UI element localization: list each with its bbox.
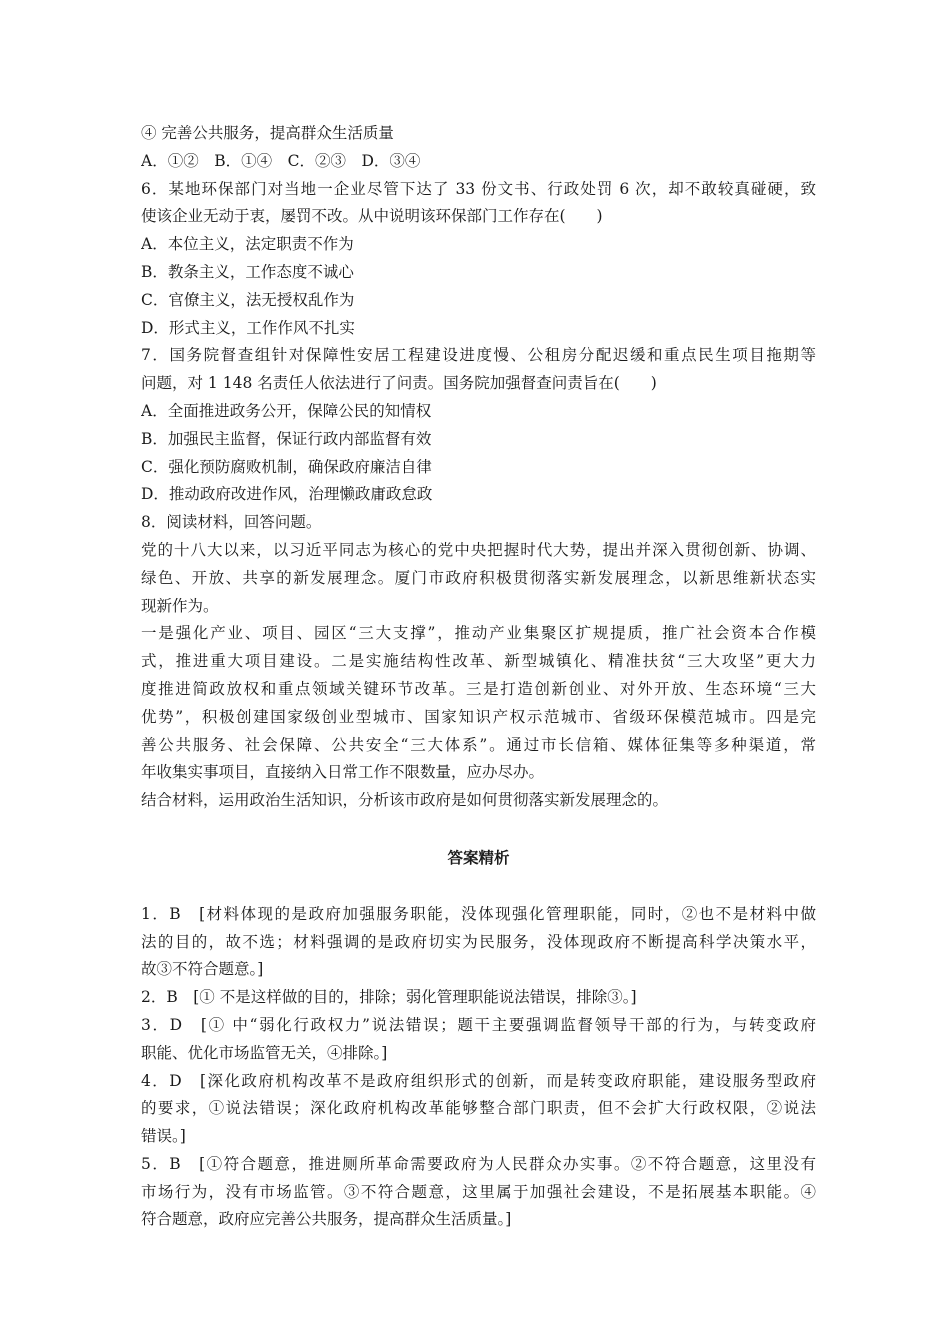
text-line: 故③不符合题意。]: [141, 960, 264, 979]
text-line: A．①② B．①④ C．②③ D．③④: [141, 151, 421, 170]
text-line: 错误。]: [141, 1127, 186, 1146]
text-line: 6．某地环保部门对当地一企业尽管下达了 33 份文书、行政处罚 6 次，却不敢较真碰硬，致: [141, 179, 816, 198]
answer-section: [141, 901, 816, 1235]
text-line: 结合材料，运用政治生活知识，分析该市政府是如何贯彻落实新发展理念的。: [141, 791, 669, 810]
text-line: C．官僚主义，法无授权乱作为: [141, 290, 355, 309]
text-line: 法的目的，故不选；材料强调的是政府切实为民服务，没体现政府不断提高科学决策水平，: [141, 932, 816, 951]
text-line: 一是强化产业、项目、园区“三大支撑”，推动产业集聚区扩规提质，推广社会资本合作模: [141, 624, 816, 643]
text-line: 2．B [① 不是这样做的目的，排除；弱化管理职能说法错误，排除③。]: [141, 988, 637, 1007]
text-line: 的要求，①说法错误；深化政府机构改革能够整合部门职责，但不会扩大行政权限，②说法: [141, 1099, 816, 1118]
text-line: A．全面推进政务公开，保障公民的知情权: [141, 401, 432, 420]
text-line: 式，推进重大项目建设。二是实施结构性改革、新型城镇化、精准扶贫“三大攻坚”更大力: [141, 652, 816, 671]
text-line: 问题，对 1 148 名责任人依法进行了问责。国务院加强督查问责旨在( ): [141, 374, 657, 393]
text-line: D．推动政府改进作风，治理懒政庸政怠政: [141, 485, 433, 504]
text-line: 4．D [深化政府机构改革不是政府组织形式的创新，而是转变政府职能，建设服务型政府: [141, 1071, 816, 1090]
text-line: A．本位主义，法定职责不作为: [141, 235, 354, 254]
page-content: [141, 120, 816, 1234]
question-section: [141, 120, 816, 815]
text-line: 7．国务院督查组针对保障性安居工程建设进度慢、公租房分配迟缓和重点民生项目拖期等: [141, 346, 816, 365]
text-line: 使该企业无动于衷，屡罚不改。从中说明该环保部门工作存在( ): [141, 207, 603, 226]
text-line: 党的十八大以来，以习近平同志为核心的党中央把握时代大势，提出并深入贯彻创新、协调、: [141, 540, 816, 559]
text-line: ④ 完善公共服务，提高群众生活质量: [141, 124, 394, 142]
text-line: 善公共服务、社会保障、公共安全“三大体系”。通过市长信箱、媒体征集等多种渠道，常: [141, 735, 816, 754]
text-line: 符合题意，政府应完善公共服务，提高群众生活质量。]: [141, 1210, 512, 1229]
text-line: 市场行为，没有市场监管。③不符合题意，这里属于加强社会建设，不是拓展基本职能。④: [141, 1182, 816, 1201]
text-line: 绿色、开放、共享的新发展理念。厦门市政府积极贯彻落实新发展理念，以新思维新状态实: [141, 568, 816, 587]
text-line: 3．D [① 中“弱化行政权力”说法错误；题干主要强调监督领导干部的行为，与转变政府: [141, 1015, 816, 1034]
text-line: B．加强民主监督，保证行政内部监督有效: [141, 429, 432, 448]
text-line: 度推进简政放权和重点领域关键环节改革。三是打造创新创业、对外开放、生态环境“三大: [141, 679, 816, 698]
text-line: C．强化预防腐败机制，确保政府廉洁自律: [141, 457, 432, 476]
text-line: D．形式主义，工作作风不扎实: [141, 318, 355, 337]
answer-section-title: 答案精析: [447, 848, 510, 867]
text-line: B．教条主义，工作态度不诚心: [141, 262, 354, 281]
text-line: 年收集实事项目，直接纳入日常工作不限数量，应办尽办。: [141, 763, 545, 782]
text-line: 优势”，积极创建国家级创业型城市、国家知识产权示范城市、省级环保模范城市。四是完: [141, 707, 816, 726]
text-line: 1．B [材料体现的是政府加强服务职能，没体现强化管理职能，同时，②也不是材料中做: [141, 904, 816, 923]
text-line: 5．B [①符合题意，推进厕所革命需要政府为人民群众办实事。②不符合题意，这里没有: [141, 1154, 816, 1173]
text-line: 职能、优化市场监管无关，④排除。]: [141, 1043, 388, 1062]
text-line: 8．阅读材料，回答问题。: [141, 513, 322, 532]
text-line: 现新作为。: [141, 596, 219, 615]
